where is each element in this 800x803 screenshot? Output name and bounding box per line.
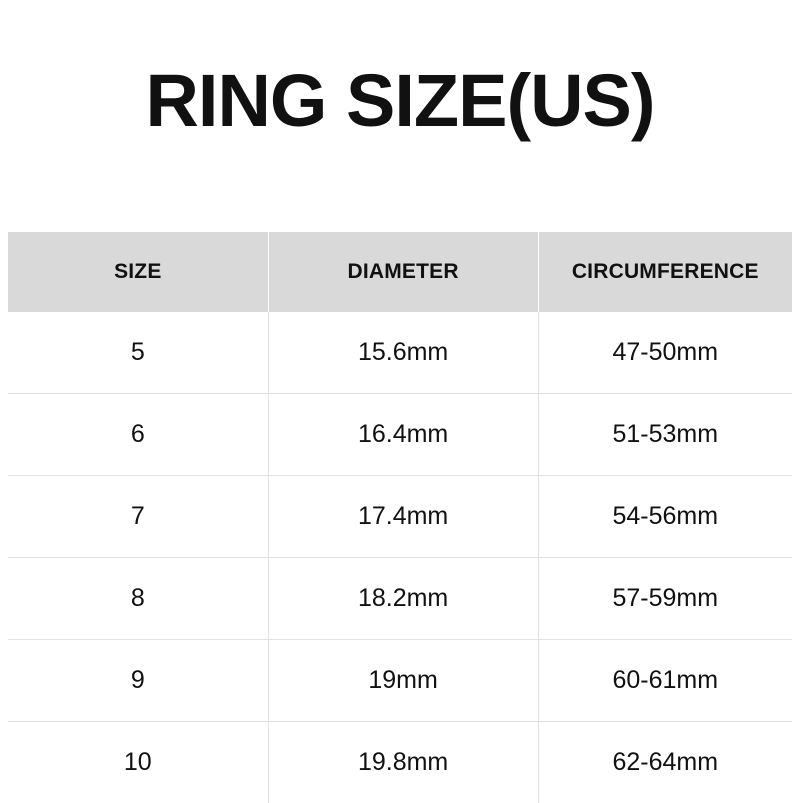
cell-diameter: 15.6mm (268, 312, 538, 394)
column-header-size: SIZE (8, 232, 268, 312)
table-row (8, 312, 792, 394)
table-body (8, 312, 792, 803)
cell-size: 10 (8, 722, 268, 803)
table-row (8, 476, 792, 558)
cell-circumference: 60-61mm (538, 640, 792, 722)
cell-size: 7 (8, 476, 268, 558)
table-row (8, 394, 792, 476)
cell-diameter: 19.8mm (268, 722, 538, 803)
ring-size-table (8, 232, 792, 803)
cell-circumference: 57-59mm (538, 558, 792, 640)
size-table-container (8, 232, 792, 803)
cell-size: 9 (8, 640, 268, 722)
table-row (8, 640, 792, 722)
table-header-row (8, 232, 792, 312)
cell-circumference: 51-53mm (538, 394, 792, 476)
table-row (8, 722, 792, 803)
table-header (8, 232, 792, 312)
cell-diameter: 19mm (268, 640, 538, 722)
cell-diameter: 16.4mm (268, 394, 538, 476)
page-title: RING SIZE(US) (0, 0, 800, 140)
column-header-circumference: CIRCUMFERENCE (538, 232, 792, 312)
cell-diameter: 18.2mm (268, 558, 538, 640)
table-row (8, 558, 792, 640)
cell-size: 6 (8, 394, 268, 476)
cell-size: 5 (8, 312, 268, 394)
cell-circumference: 54-56mm (538, 476, 792, 558)
cell-circumference: 47-50mm (538, 312, 792, 394)
cell-diameter: 17.4mm (268, 476, 538, 558)
cell-size: 8 (8, 558, 268, 640)
cell-circumference: 62-64mm (538, 722, 792, 803)
column-header-diameter: DIAMETER (268, 232, 538, 312)
